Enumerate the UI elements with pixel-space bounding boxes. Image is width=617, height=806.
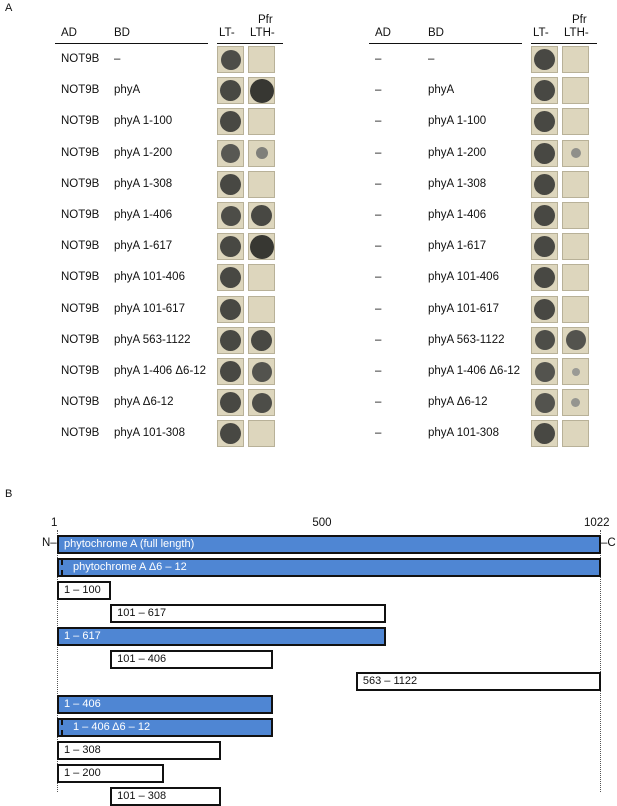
right-lth-plate (562, 46, 589, 73)
deletion-marker (61, 719, 63, 736)
left-lt-plate (217, 264, 244, 291)
construct-bar (110, 650, 273, 669)
left-lt-colony (220, 299, 241, 320)
left-ad-cell: NOT9B (61, 53, 100, 65)
left-lt-plate (217, 389, 244, 416)
deletion-marker (61, 559, 63, 576)
right-lt-colony (534, 111, 555, 132)
right-bd-header: BD (428, 27, 444, 39)
left-lth-plate (248, 389, 275, 416)
left-bd-cell: phyA 1-406 (114, 209, 173, 221)
left-lt-colony (220, 361, 241, 382)
right-ad-cell: – (375, 177, 382, 190)
right-bd-cell: phyA 1-100 (428, 115, 487, 128)
left-header-rule (55, 43, 208, 44)
right-lt-colony (534, 174, 555, 195)
right-lth-plate (562, 202, 589, 229)
construct-bar (57, 581, 111, 600)
left-lth-colony (252, 362, 272, 382)
right-ad-cell: – (375, 396, 382, 409)
left-bd-cell: phyA Δ6-12 (114, 396, 174, 409)
right-lth-colony (571, 148, 581, 158)
left-lth-colony (251, 330, 272, 351)
right-lth-plate (562, 389, 589, 416)
construct-bar (110, 604, 385, 623)
construct-label: phytochrome A (full length) (64, 538, 195, 550)
left-ad-cell: NOT9B (61, 115, 100, 128)
left-bd-cell: phyA 101-308 (114, 427, 185, 440)
left-lth-plate (248, 296, 275, 323)
construct-label: 101 – 617 (117, 606, 167, 619)
left-lt-plate (217, 358, 244, 385)
left-pfr-header: Pfr (258, 14, 273, 26)
right-lt-plate (531, 77, 558, 104)
right-lth-plate (562, 233, 589, 260)
construct-label: 1 – 406 (64, 698, 101, 711)
left-bd-cell: – (114, 53, 121, 65)
right-lth-plate (562, 420, 589, 447)
right-lth-plate (562, 264, 589, 291)
left-lt-colony (220, 423, 241, 444)
right-lt-plate (531, 264, 558, 291)
right-bd-cell: phyA 563-1122 (428, 333, 505, 346)
right-lth-plate (562, 171, 589, 198)
right-lt-colony (534, 299, 555, 320)
construct-label: phytochrome A Δ6 – 12 (73, 560, 187, 573)
scale-tick-label: 1022 (584, 517, 610, 529)
left-bd-cell: phyA 101-406 (114, 271, 185, 284)
construct-label: 1 – 200 (64, 767, 101, 779)
right-bd-cell: phyA 101-617 (428, 302, 499, 315)
construct-bar (57, 627, 386, 646)
right-lt-colony (534, 423, 555, 444)
left-lth-plate (248, 108, 275, 135)
right-lt-colony (534, 143, 555, 164)
right-bd-cell: phyA 1-308 (428, 177, 487, 190)
left-lth-plate (248, 264, 275, 291)
left-lt-colony (220, 111, 241, 132)
right-lth-plate (562, 296, 589, 323)
left-bd-cell: phyA 101-617 (114, 302, 185, 315)
left-lth-colony (251, 205, 272, 226)
left-lt-plate (217, 46, 244, 73)
left-bd-cell: phyA 1-200 (114, 146, 173, 159)
right-ad-cell: – (375, 209, 382, 221)
left-lth-plate (248, 327, 275, 354)
right-ad-header: AD (375, 27, 391, 39)
right-lth-colony (566, 330, 586, 350)
left-ad-cell: NOT9B (61, 146, 100, 159)
right-lt-plate (531, 296, 558, 323)
left-bd-header: BD (114, 27, 130, 39)
construct-label: 1 – 406 Δ6 – 12 (73, 721, 151, 734)
right-lth-colony (572, 368, 580, 376)
right-lt-colony (534, 49, 555, 70)
right-ad-cell: – (375, 302, 382, 315)
left-ad-cell: NOT9B (61, 427, 100, 440)
left-lth-header: LTH- (250, 27, 275, 39)
left-ad-cell: NOT9B (61, 365, 100, 377)
left-lt-colony (220, 174, 241, 195)
right-lt-colony (534, 80, 555, 101)
n-terminus-label: N– (42, 537, 57, 549)
right-header-rule (369, 43, 522, 44)
left-lt-colony (220, 267, 241, 288)
left-lt-colony (220, 392, 241, 413)
right-lth-plate (562, 108, 589, 135)
right-lt-plate (531, 140, 558, 167)
right-lth-plate (562, 358, 589, 385)
left-lt-plate (217, 140, 244, 167)
right-ad-cell: – (375, 53, 382, 65)
left-lt-plate (217, 296, 244, 323)
c-terminus-label: –C (601, 537, 616, 549)
construct-bar (57, 718, 273, 737)
right-lth-colony (571, 398, 580, 407)
right-lt-colony (534, 205, 555, 226)
construct-bar (57, 695, 273, 714)
right-lt-plate (531, 171, 558, 198)
right-ad-cell: – (375, 115, 382, 128)
right-bd-cell: – (428, 53, 435, 65)
construct-label: 1 – 308 (64, 744, 101, 757)
left-lth-plate (248, 358, 275, 385)
right-lt-plate (531, 327, 558, 354)
right-lt-colony (535, 393, 555, 413)
left-lth-plate (248, 420, 275, 447)
left-ad-cell: NOT9B (61, 271, 100, 284)
right-lth-plate (562, 327, 589, 354)
right-lt-colony (535, 330, 555, 350)
right-ad-cell: – (375, 240, 382, 253)
construct-bar (57, 741, 221, 760)
right-lt-plate (531, 46, 558, 73)
left-bd-cell: phyA 1-100 (114, 115, 173, 128)
left-ad-cell: NOT9B (61, 333, 100, 346)
right-lt-colony (535, 362, 555, 382)
left-lt-plate (217, 171, 244, 198)
right-lt-plate (531, 202, 558, 229)
right-bd-cell: phyA 1-200 (428, 146, 487, 159)
left-bd-cell: phyA 1-308 (114, 177, 173, 190)
left-lt-colony (221, 206, 241, 226)
construct-bar (110, 787, 221, 806)
right-bd-cell: phyA 1-406 Δ6-12 (428, 365, 521, 377)
left-lth-colony (252, 393, 272, 413)
scale-tick-label: 1 (51, 517, 58, 529)
right-lt-plate (531, 108, 558, 135)
left-ad-cell: NOT9B (61, 209, 100, 221)
left-lth-plate (248, 202, 275, 229)
left-lt-plate (217, 420, 244, 447)
left-lth-plate (248, 233, 275, 260)
construct-label: 101 – 308 (117, 789, 167, 802)
right-ad-cell: – (375, 271, 382, 284)
left-lth-plate (248, 77, 275, 104)
left-bd-cell: phyA (114, 84, 141, 97)
left-lt-plate (217, 233, 244, 260)
left-header-rule-plates (217, 43, 283, 44)
left-bd-cell: phyA 1-406 Δ6-12 (114, 365, 207, 377)
left-ad-cell: NOT9B (61, 240, 100, 253)
right-lt-header: LT- (533, 27, 549, 39)
left-lt-plate (217, 108, 244, 135)
right-lt-colony (534, 236, 555, 257)
right-bd-cell: phyA 1-617 (428, 240, 487, 253)
left-ad-cell: NOT9B (61, 302, 100, 315)
left-lth-colony (256, 147, 268, 159)
right-bd-cell: phyA 1-406 (428, 209, 487, 221)
left-lth-colony (250, 79, 274, 103)
right-bd-cell: phyA 101-406 (428, 271, 499, 284)
construct-bar (57, 558, 601, 577)
left-ad-header: AD (61, 27, 77, 39)
panel-a-label: A (5, 2, 13, 14)
left-lt-colony (220, 236, 241, 257)
right-ad-cell: – (375, 84, 382, 97)
left-lt-colony (221, 50, 241, 70)
right-pfr-header: Pfr (572, 14, 587, 26)
left-ad-cell: NOT9B (61, 177, 100, 190)
right-lt-plate (531, 389, 558, 416)
construct-bar (57, 535, 601, 554)
left-lt-colony (220, 330, 241, 351)
left-lt-colony (220, 80, 241, 101)
left-bd-cell: phyA 563-1122 (114, 333, 191, 346)
left-lth-colony (250, 235, 274, 259)
construct-label: 1 – 617 (64, 629, 101, 642)
left-lt-header: LT- (219, 27, 235, 39)
left-lt-plate (217, 77, 244, 104)
scale-tick-label: 500 (312, 517, 332, 529)
right-header-rule-plates (531, 43, 597, 44)
right-bd-cell: phyA (428, 84, 455, 97)
right-ad-cell: – (375, 333, 382, 346)
right-lth-plate (562, 77, 589, 104)
panel-b-label: B (5, 488, 13, 500)
left-lt-plate (217, 327, 244, 354)
right-lt-plate (531, 420, 558, 447)
construct-label: 563 – 1122 (362, 675, 418, 688)
construct-bar (356, 672, 601, 691)
left-ad-cell: NOT9B (61, 84, 100, 97)
left-lth-plate (248, 140, 275, 167)
right-ad-cell: – (375, 427, 382, 440)
right-lth-header: LTH- (564, 27, 589, 39)
construct-label: 101 – 406 (117, 652, 167, 665)
right-lth-plate (562, 140, 589, 167)
left-ad-cell: NOT9B (61, 396, 100, 409)
right-bd-cell: phyA 101-308 (428, 427, 499, 440)
right-ad-cell: – (375, 146, 382, 159)
left-lth-plate (248, 171, 275, 198)
left-bd-cell: phyA 1-617 (114, 240, 173, 253)
construct-label: 1 – 100 (64, 583, 101, 596)
right-lt-plate (531, 233, 558, 260)
left-lth-plate (248, 46, 275, 73)
right-lt-colony (534, 267, 555, 288)
right-lt-plate (531, 358, 558, 385)
right-ad-cell: – (375, 365, 382, 377)
right-bd-cell: phyA Δ6-12 (428, 396, 488, 409)
left-lt-colony (221, 144, 240, 163)
construct-bar (57, 764, 164, 783)
left-lt-plate (217, 202, 244, 229)
